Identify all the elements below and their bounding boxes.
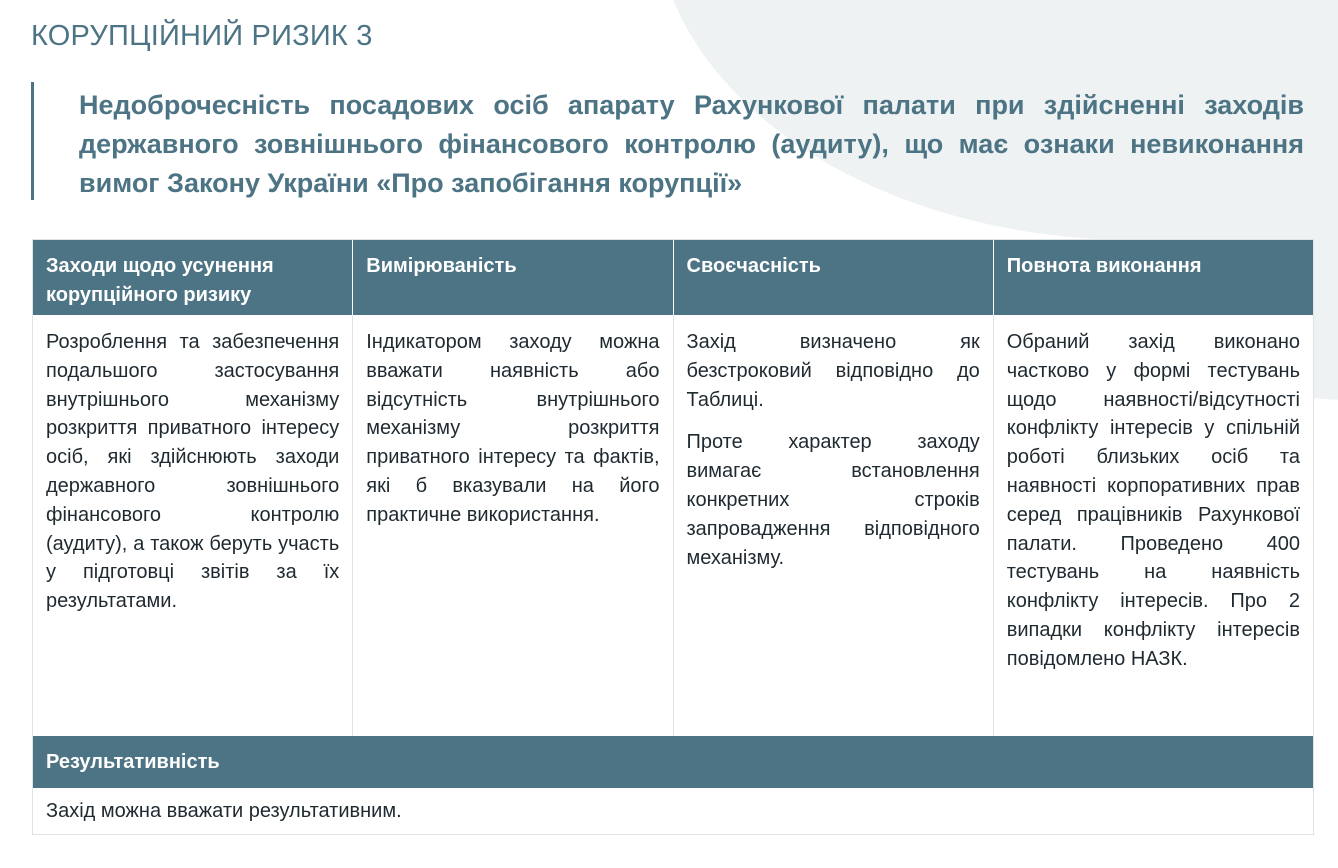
cell-timeliness-paragraph-2: Проте характер заходу вимагає встановлення конкретних строків запровадження відповідного механізму. (686, 431, 980, 569)
header-measures: Заходи щодо усунення корупційного ризику (46, 255, 274, 306)
risk-table (32, 239, 1314, 835)
cell-measurability (352, 315, 672, 736)
title-accent-bar (31, 82, 34, 200)
table-row (33, 315, 1313, 736)
cell-completeness (993, 315, 1313, 736)
table-header-row (33, 240, 1313, 315)
cell-measurability-text: Індикатором заходу можна вважати наявність або відсутність внутрішнього механізму розкриття приватного інтересу та фактів, які б вказували на його практичне використання. (366, 331, 660, 526)
risk-label: КОРУПЦІЙНИЙ РИЗИК 3 (31, 20, 373, 52)
page-title: Недоброчесність посадових осіб апарату Рахункової палати при здійсненні заходів державного зовнішнього фінансового контролю (аудиту), що має ознаки невиконання вимог Закону України «Про запобігання корупції» (79, 90, 1304, 198)
cell-measures-text: Розроблення та забезпечення подальшого застосування внутрішнього механізму розкриття приватного інтересу осіб, які здійснюють заходи державного зовнішнього фінансового контролю (аудиту), а також беруть участь у підготовці звітів за їх результатами. (46, 331, 340, 613)
result-text: Захід можна вважати результативним. (46, 800, 402, 822)
header-measurability: Вимірюваність (352, 240, 672, 315)
header-completeness: Повнота виконання (993, 240, 1313, 315)
result-header: Результативність (33, 736, 1313, 788)
cell-timeliness-paragraph-1: Захід визначено як безстроковий відповідно до Таблиці. (686, 331, 980, 411)
cell-completeness-text: Обраний захід виконано частково у формі тестувань щодо наявності/відсутності конфлікту інтересів у спільній роботі близьких осіб та наявності корпоративних прав серед працівників Рахункової палати. Проведено 400 тестувань на наявність конфлікту інтересів. Про 2 випадки конфлікту інтересів повідомлено НАЗК. (1006, 331, 1300, 670)
cell-timeliness (673, 315, 993, 736)
cell-measures (33, 315, 352, 736)
header-timeliness: Своєчасність (673, 240, 993, 315)
